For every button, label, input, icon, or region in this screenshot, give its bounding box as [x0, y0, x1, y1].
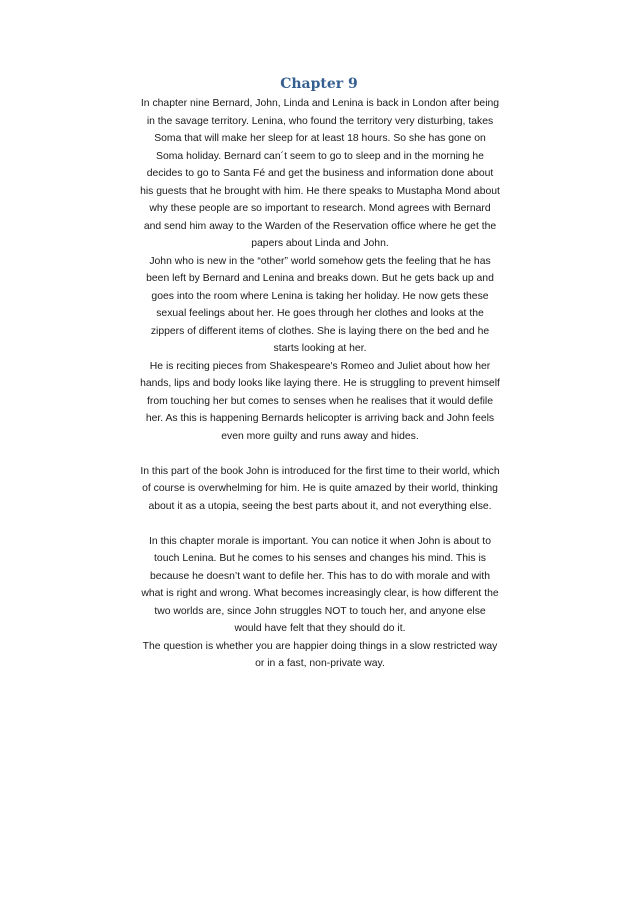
paragraph-question: The question is whether you are happier doing things in a slow restricted way or in a fast, non-private way.: [142, 640, 498, 669]
paragraph-john-introduced: In this part of the book John is introduced for the first time to their world, which of course is overwhelming for him. He is quite amazed by their world, thinking about it as a utopia, seeing the best parts about it, and not everything else.: [140, 465, 500, 512]
chapter-heading: Chapter 9: [280, 76, 358, 92]
paragraph-john-breakdown: John who is new in the “other” world somehow gets the feeling that he has been left by Bernard and Lenina and breaks down. But he gets back up and goes into the room where Lenina is taking her holiday. He now gets these sexual feelings about her. He goes through her clothes and looks at the zippers of different items of clothes. She is laying there on the bed and he starts looking at her.: [146, 255, 494, 354]
chapter-body: [140, 95, 500, 673]
paragraph-summary-return: In chapter nine Bernard, John, Linda and Lenina is back in London after being in the savage territory. Lenina, who found the territory very disturbing, takes Soma that will make her sleep for at least 18 hours. So she has gone on Soma holiday. Bernard can´t seem to go to sleep and in the morning he decides to go to Santa Fé and get the business and information done about his guests that he brought with him. He there speaks to Mustapha Mond about why these people are so important to research. Mond agrees with Bernard and send him away to the Warden of the Reservation office where he get the papers about Linda and John.: [140, 98, 500, 249]
paragraph-morale: In this chapter morale is important. You can notice it when John is about to touch Lenina. But he comes to his senses and changes his mind. This is because he doesn’t want to defile her. This has to do with morale and with what is right and wrong. What becomes increasingly clear, is how different the two worlds are, since John struggles NOT to touch her, and anyone else would have felt that they should do it.: [141, 535, 499, 634]
paragraph-shakespeare: He is reciting pieces from Shakespeare's Romeo and Juliet about how her hands, lips and body looks like laying there. He is struggling to prevent himself from touching her but comes to senses when he realises that it would defile her. As this is happening Bernards helicopter is arriving back and John feels even more guilty and runs away and hides.: [140, 360, 500, 442]
